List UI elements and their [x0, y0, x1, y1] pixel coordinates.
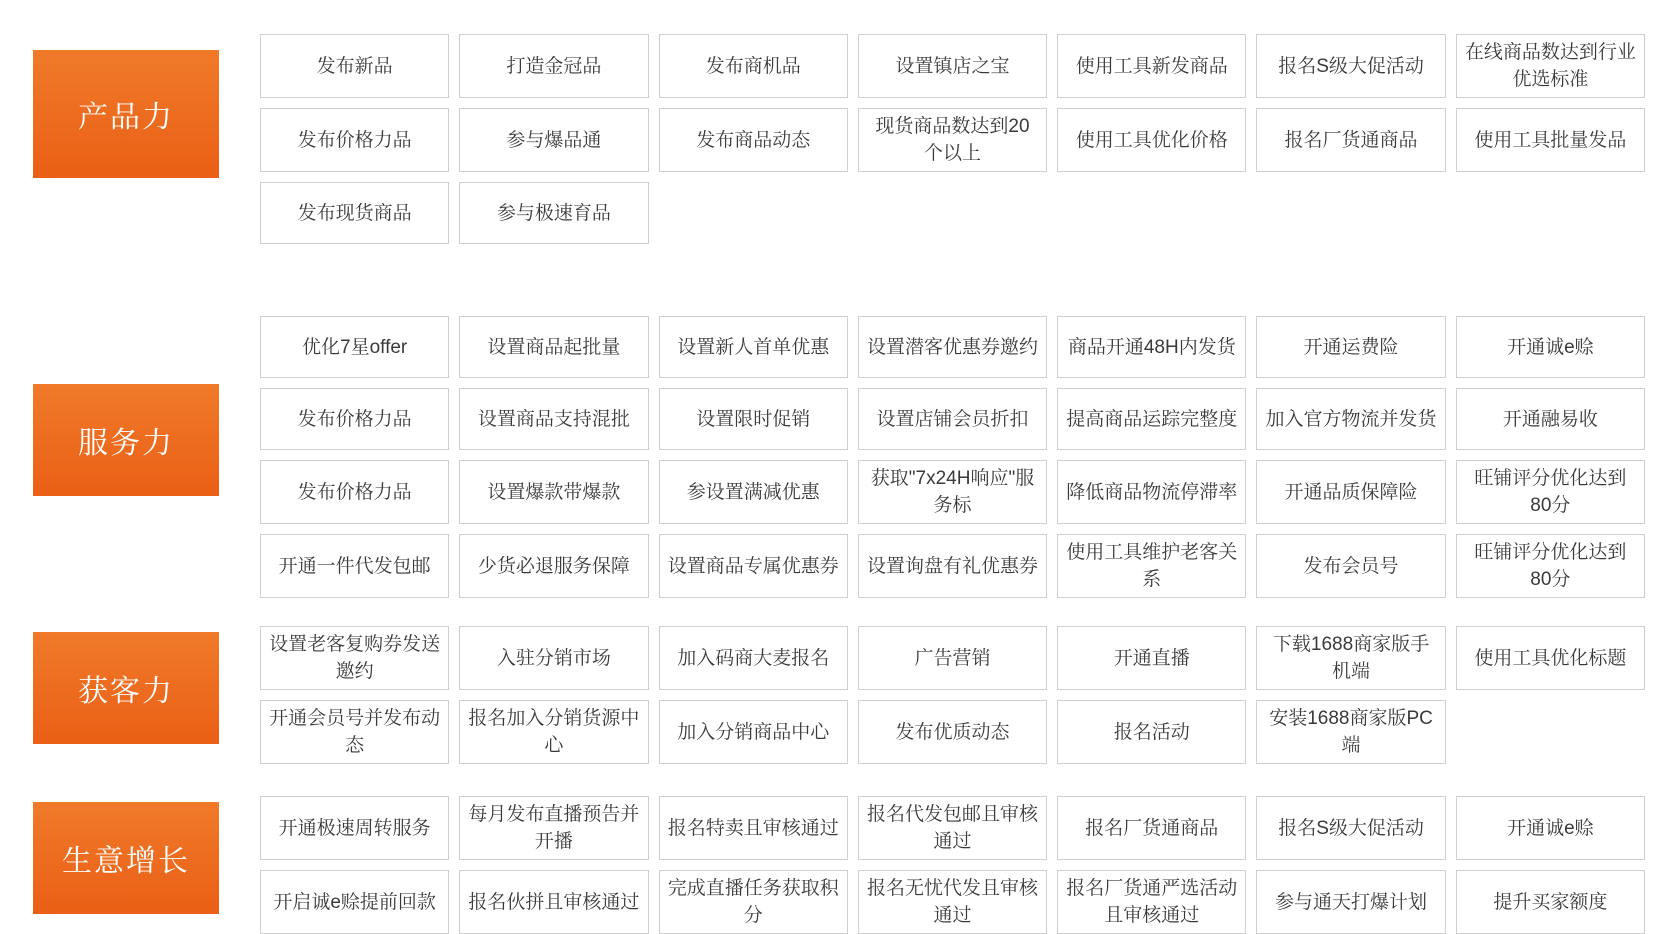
task-cell[interactable]: 开通直播	[1057, 626, 1246, 690]
section-product-power	[20, 34, 1645, 282]
task-cell[interactable]: 参与通天打爆计划	[1256, 870, 1445, 934]
empty-cell	[659, 182, 848, 244]
task-cell[interactable]: 提高商品运踪完整度	[1057, 388, 1246, 450]
task-cell[interactable]: 发布现货商品	[260, 182, 449, 244]
task-cell[interactable]: 设置询盘有礼优惠券	[858, 534, 1047, 598]
task-cell[interactable]: 参设置满减优惠	[659, 460, 848, 524]
task-cell[interactable]: 设置店铺会员折扣	[858, 388, 1047, 450]
task-cell[interactable]: 开通融易收	[1456, 388, 1645, 450]
task-cell[interactable]: 开通会员号并发布动态	[260, 700, 449, 764]
section-title-customer-acquisition: 获客力	[33, 632, 219, 744]
task-cell[interactable]: 开通诚e赊	[1456, 316, 1645, 378]
section-grid-business-growth	[260, 796, 1645, 934]
section-title-business-growth: 生意增长	[33, 802, 219, 914]
task-cell[interactable]: 旺铺评分优化达到80分	[1456, 534, 1645, 598]
task-cell[interactable]: 报名活动	[1057, 700, 1246, 764]
section-title-service-power: 服务力	[33, 384, 219, 496]
section-grid-product-power	[260, 34, 1645, 244]
task-cell[interactable]: 报名S级大促活动	[1256, 796, 1445, 860]
section-title-product-power: 产品力	[33, 50, 219, 178]
task-cell[interactable]: 设置商品起批量	[459, 316, 648, 378]
task-cell[interactable]: 报名厂货通严选活动且审核通过	[1057, 870, 1246, 934]
task-cell[interactable]: 报名S级大促活动	[1256, 34, 1445, 98]
empty-cell	[1057, 182, 1246, 244]
task-cell[interactable]: 发布新品	[260, 34, 449, 98]
task-cell[interactable]: 获取"7x24H响应"服务标	[858, 460, 1047, 524]
section-label-wrap	[20, 626, 260, 750]
section-service-power	[20, 316, 1645, 598]
task-cell[interactable]: 在线商品数达到行业优选标准	[1456, 34, 1645, 98]
task-cell[interactable]: 发布商品动态	[659, 108, 848, 172]
task-cell[interactable]: 报名特卖且审核通过	[659, 796, 848, 860]
task-cell[interactable]: 报名无忧代发且审核通过	[858, 870, 1047, 934]
task-cell[interactable]: 报名加入分销货源中心	[459, 700, 648, 764]
empty-cell	[1256, 182, 1445, 244]
task-cell[interactable]: 优化7星offer	[260, 316, 449, 378]
task-cell[interactable]: 使用工具优化价格	[1057, 108, 1246, 172]
section-label-wrap	[20, 796, 260, 920]
section-grid-customer-acquisition	[260, 626, 1645, 764]
task-cell[interactable]: 报名伙拼且审核通过	[459, 870, 648, 934]
section-business-growth	[20, 796, 1645, 934]
task-cell[interactable]: 加入官方物流并发货	[1256, 388, 1445, 450]
task-cell[interactable]: 开通品质保障险	[1256, 460, 1445, 524]
task-cell[interactable]: 加入码商大麦报名	[659, 626, 848, 690]
task-cell[interactable]: 发布优质动态	[858, 700, 1047, 764]
task-cell[interactable]: 使用工具批量发品	[1456, 108, 1645, 172]
task-cell[interactable]: 开通一件代发包邮	[260, 534, 449, 598]
task-cell[interactable]: 安装1688商家版PC端	[1256, 700, 1445, 764]
section-customer-acquisition	[20, 626, 1645, 764]
task-cell[interactable]: 设置镇店之宝	[858, 34, 1047, 98]
task-cell[interactable]: 设置爆款带爆款	[459, 460, 648, 524]
task-cell[interactable]: 设置限时促销	[659, 388, 848, 450]
task-cell[interactable]: 报名厂货通商品	[1256, 108, 1445, 172]
task-cell[interactable]: 使用工具新发商品	[1057, 34, 1246, 98]
task-cell[interactable]: 开通运费险	[1256, 316, 1445, 378]
task-cell[interactable]: 旺铺评分优化达到80分	[1456, 460, 1645, 524]
task-cell[interactable]: 使用工具优化标题	[1456, 626, 1645, 690]
task-cell[interactable]: 发布价格力品	[260, 460, 449, 524]
task-cell[interactable]: 打造金冠品	[459, 34, 648, 98]
task-cell[interactable]: 设置潜客优惠券邀约	[858, 316, 1047, 378]
task-cell[interactable]: 开通极速周转服务	[260, 796, 449, 860]
task-cell[interactable]: 提升买家额度	[1456, 870, 1645, 934]
section-grid-service-power	[260, 316, 1645, 598]
task-cell[interactable]: 完成直播任务获取积分	[659, 870, 848, 934]
task-cell[interactable]: 下载1688商家版手机端	[1256, 626, 1445, 690]
task-cell[interactable]: 使用工具维护老客关系	[1057, 534, 1246, 598]
empty-cell	[1456, 700, 1645, 764]
task-cell[interactable]: 发布价格力品	[260, 108, 449, 172]
task-cell[interactable]: 商品开通48H内发货	[1057, 316, 1246, 378]
task-cell[interactable]: 报名代发包邮且审核通过	[858, 796, 1047, 860]
task-cell[interactable]: 报名厂货通商品	[1057, 796, 1246, 860]
task-cell[interactable]: 开启诚e赊提前回款	[260, 870, 449, 934]
section-label-wrap	[20, 316, 260, 564]
task-cell[interactable]: 广告营销	[858, 626, 1047, 690]
task-cell[interactable]: 发布价格力品	[260, 388, 449, 450]
task-cell[interactable]: 少货必退服务保障	[459, 534, 648, 598]
task-cell[interactable]: 开通诚e赊	[1456, 796, 1645, 860]
task-cell[interactable]: 现货商品数达到20个以上	[858, 108, 1047, 172]
task-cell[interactable]: 发布会员号	[1256, 534, 1445, 598]
task-cell[interactable]: 加入分销商品中心	[659, 700, 848, 764]
task-cell[interactable]: 降低商品物流停滞率	[1057, 460, 1246, 524]
section-label-wrap	[20, 34, 260, 282]
empty-cell	[858, 182, 1047, 244]
task-cell[interactable]: 每月发布直播预告并开播	[459, 796, 648, 860]
task-cell[interactable]: 设置商品支持混批	[459, 388, 648, 450]
task-cell[interactable]: 参与极速育品	[459, 182, 648, 244]
task-cell[interactable]: 参与爆品通	[459, 108, 648, 172]
task-cell[interactable]: 设置新人首单优惠	[659, 316, 848, 378]
task-cell[interactable]: 设置老客复购券发送邀约	[260, 626, 449, 690]
task-cell[interactable]: 设置商品专属优惠券	[659, 534, 848, 598]
empty-cell	[1456, 182, 1645, 244]
task-cell[interactable]: 入驻分销市场	[459, 626, 648, 690]
task-cell[interactable]: 发布商机品	[659, 34, 848, 98]
